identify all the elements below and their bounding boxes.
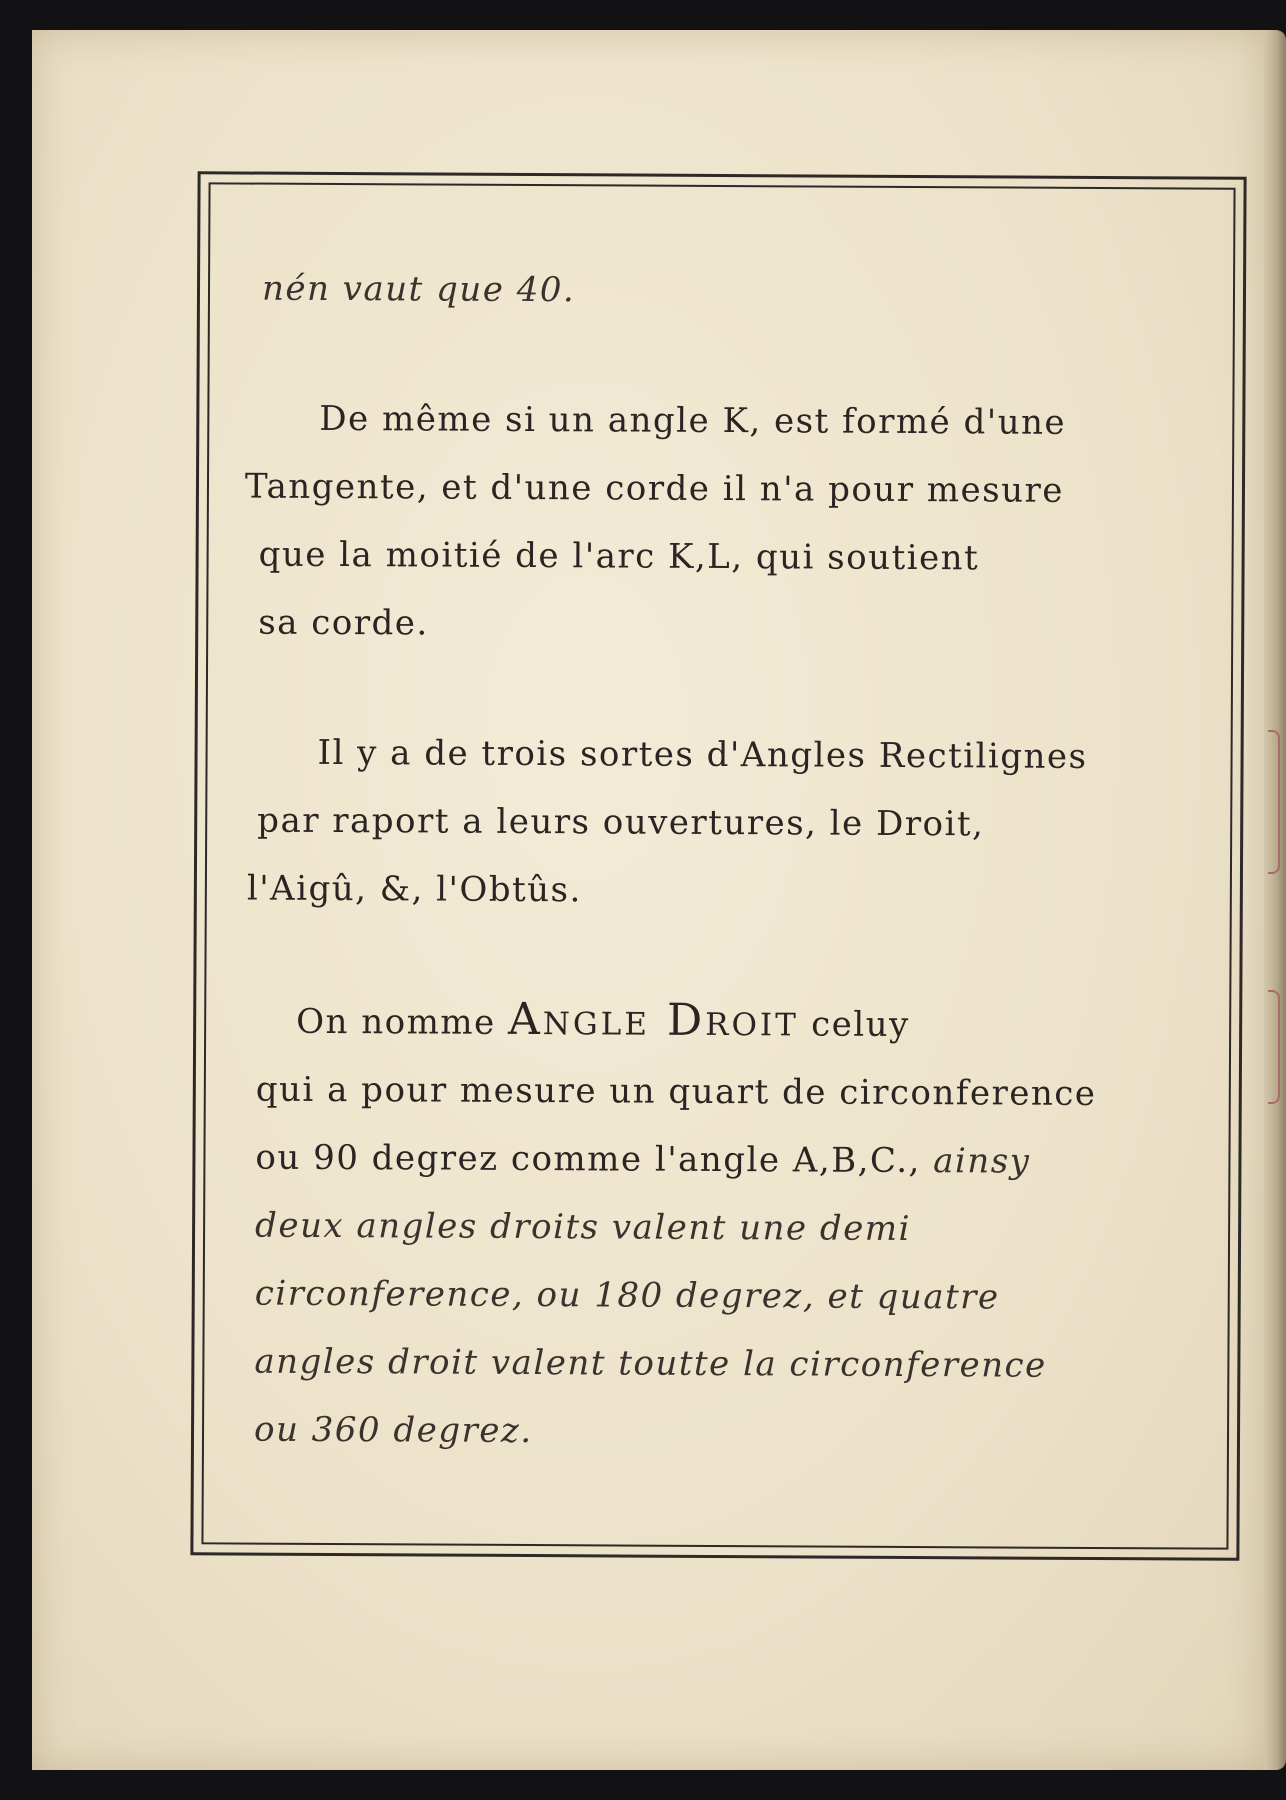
text-fragment: ou 90 degrez comme l'angle A,B,C.,: [255, 1137, 922, 1182]
text-fragment: ainsy: [920, 1141, 1031, 1182]
text-line: sa corde.: [258, 602, 429, 644]
text-fragment: celuy: [798, 1004, 910, 1046]
angle-droit-heading: Angle Droit: [507, 993, 800, 1047]
page-border-outer: [190, 171, 1246, 1560]
adjacent-page-edge: [1262, 30, 1286, 1770]
text-line: angles droit valent toutte la circonference: [254, 1341, 1047, 1386]
text-line: Il y a de trois sortes d'Angles Rectilignes: [317, 732, 1088, 777]
manuscript-page: [32, 30, 1264, 1770]
text-line: [255, 1124, 1155, 1197]
page-tab-mark: [1268, 990, 1280, 1104]
paragraph-gap: [258, 657, 1158, 724]
text-line: [256, 985, 1156, 1061]
paragraph-gap: [256, 923, 1156, 990]
page-tab-mark: [1268, 730, 1280, 874]
text-line: nén vaut que 40.: [261, 268, 576, 311]
manuscript-text: [244, 255, 1160, 1469]
text-line: que la moitié de l'arc K,L, qui soutient: [258, 534, 980, 579]
text-line: circonference, ou 180 degrez, et quatre: [254, 1273, 1000, 1318]
text-fragment: On nomme: [296, 1001, 509, 1043]
text-line: qui a pour mesure un quart de circonference: [255, 1069, 1097, 1114]
text-line: Tangente, et d'une corde il n'a pour mesure: [244, 466, 1065, 511]
text-line: ou 360 degrez.: [253, 1409, 533, 1452]
text-line: l'Aigû, &, l'Obtûs.: [246, 868, 582, 911]
text-line: deux angles droits valent une demi: [255, 1205, 912, 1250]
text-line: De même si un angle K, est formé d'une: [319, 398, 1067, 443]
paragraph-gap: [260, 323, 1160, 390]
text-line: par raport a leurs ouvertures, le Droit,: [257, 800, 985, 845]
